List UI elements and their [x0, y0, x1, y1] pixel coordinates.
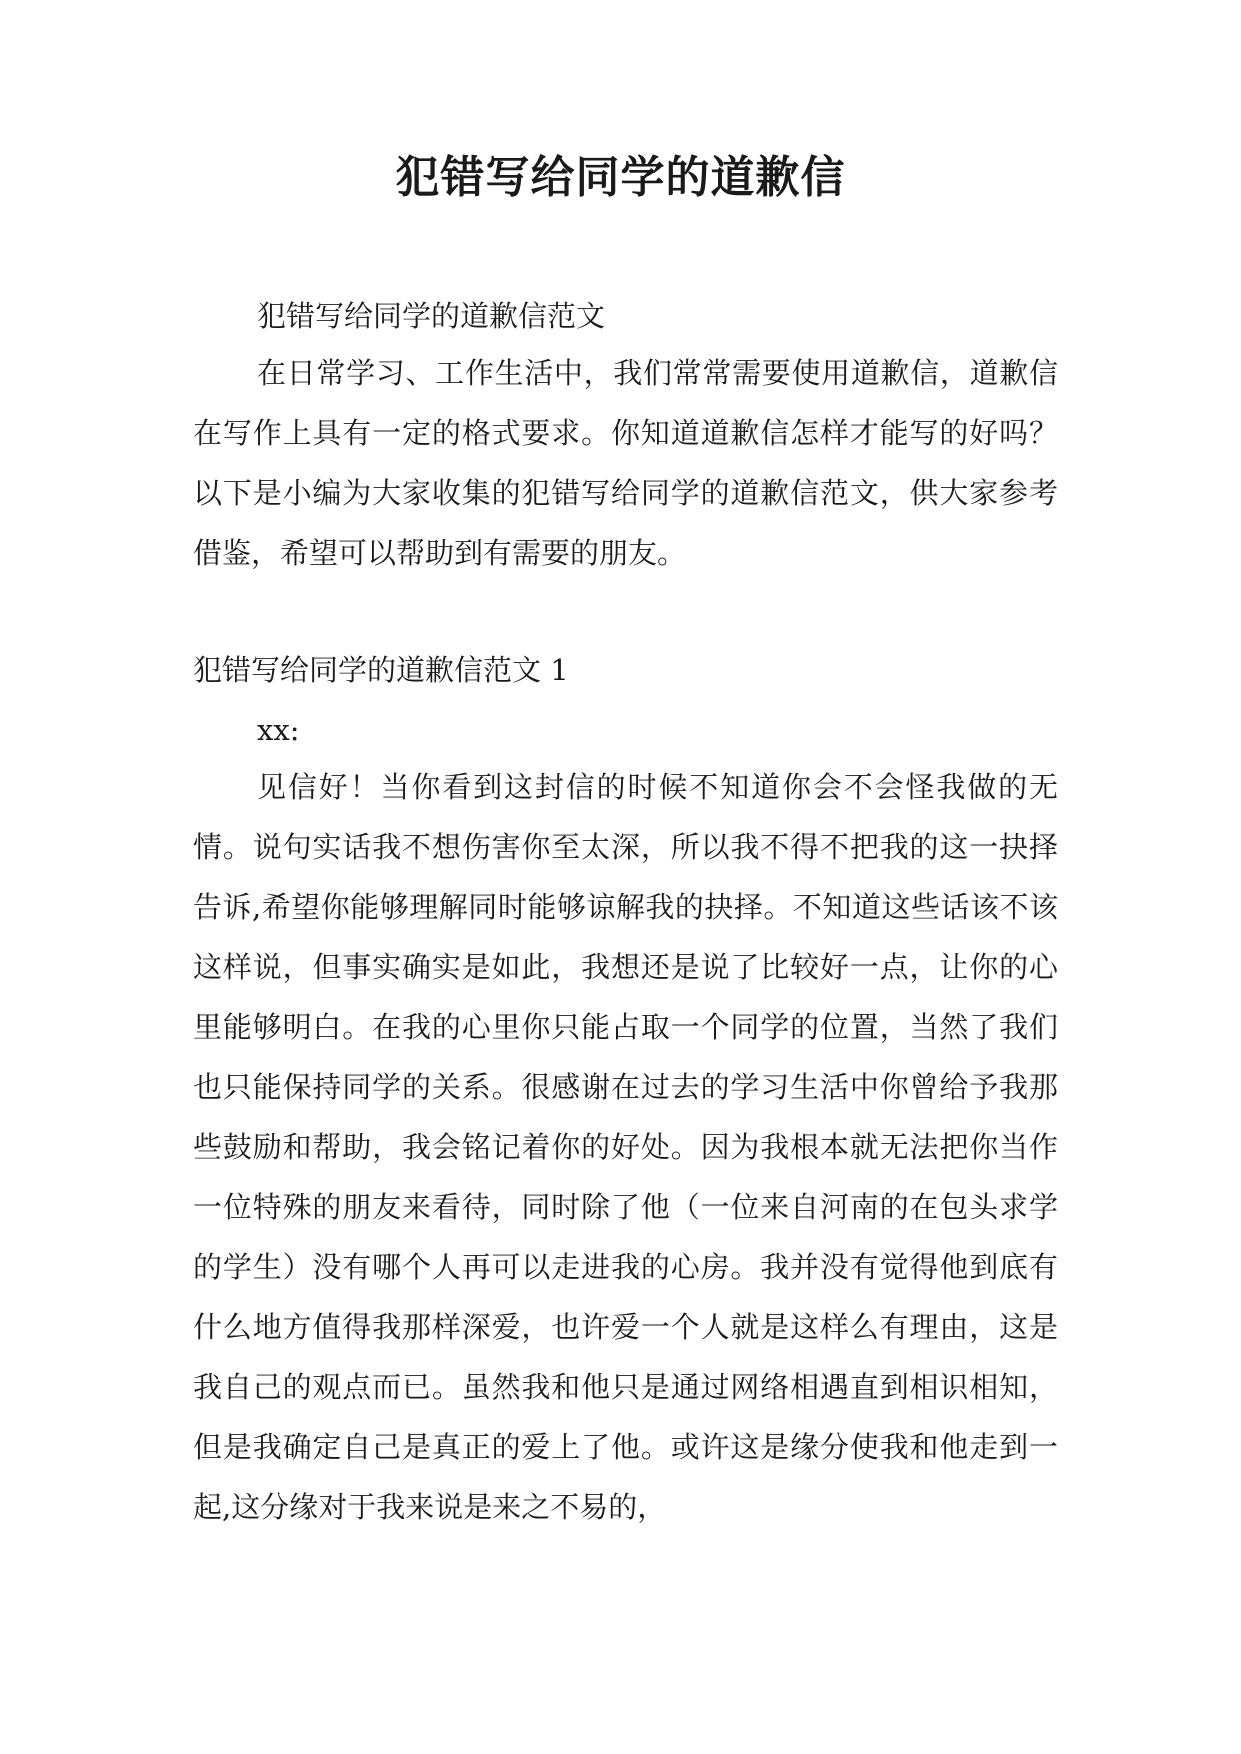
- letter-salutation: xx:: [257, 713, 300, 747]
- letter-body-paragraph: 见信好！当你看到这封信的时候不知道你会不会怪我做的无情。说句实话我不想伤害你至太深，所以我不得不把我的这一抉择告诉,希望你能够理解同时能够谅解我的抉择。不知道这些话该不该这样说，但事实确实是如此，我想还是说了比较好一点，让你的心里能够明白。在我的心里你只能占取一个同学的位置，当然了我们也只能保持同学的关系。很感谢在过去的学习生活中你曾给予我那些鼓励和帮助，我会铭记着你的好处。因为我根本就无法把你当作一位特殊的朋友来看待，同时除了他（一位来自河南的在包头求学的学生）没有哪个人再可以走进我的心房。我并没有觉得他到底有什么地方值得我那样深爱，也许爱一个人就是这样么有理由，这是我自己的观点而已。虽然我和他只是通过网络相遇直到相识相知，但是我确定自己是真正的爱上了他。或许这是缘分使我和他走到一起,这分缘对于我来说是来之不易的，: [193, 770, 1058, 1524]
- section-heading: 犯错写给同学的道歉信范文 1: [193, 653, 569, 687]
- document-subtitle: 犯错写给同学的道歉信范文: [257, 299, 606, 333]
- document-title: 犯错写给同学的道歉信: [395, 152, 846, 203]
- intro-paragraph: 在日常学习、工作生活中，我们常常需要使用道歉信，道歉信在写作上具有一定的格式要求。你知道道歉信怎样才能写的好吗？以下是小编为大家收集的犯错写给同学的道歉信范文，供大家参考借鉴，希望可以帮助到有需要的朋友。: [193, 356, 1058, 570]
